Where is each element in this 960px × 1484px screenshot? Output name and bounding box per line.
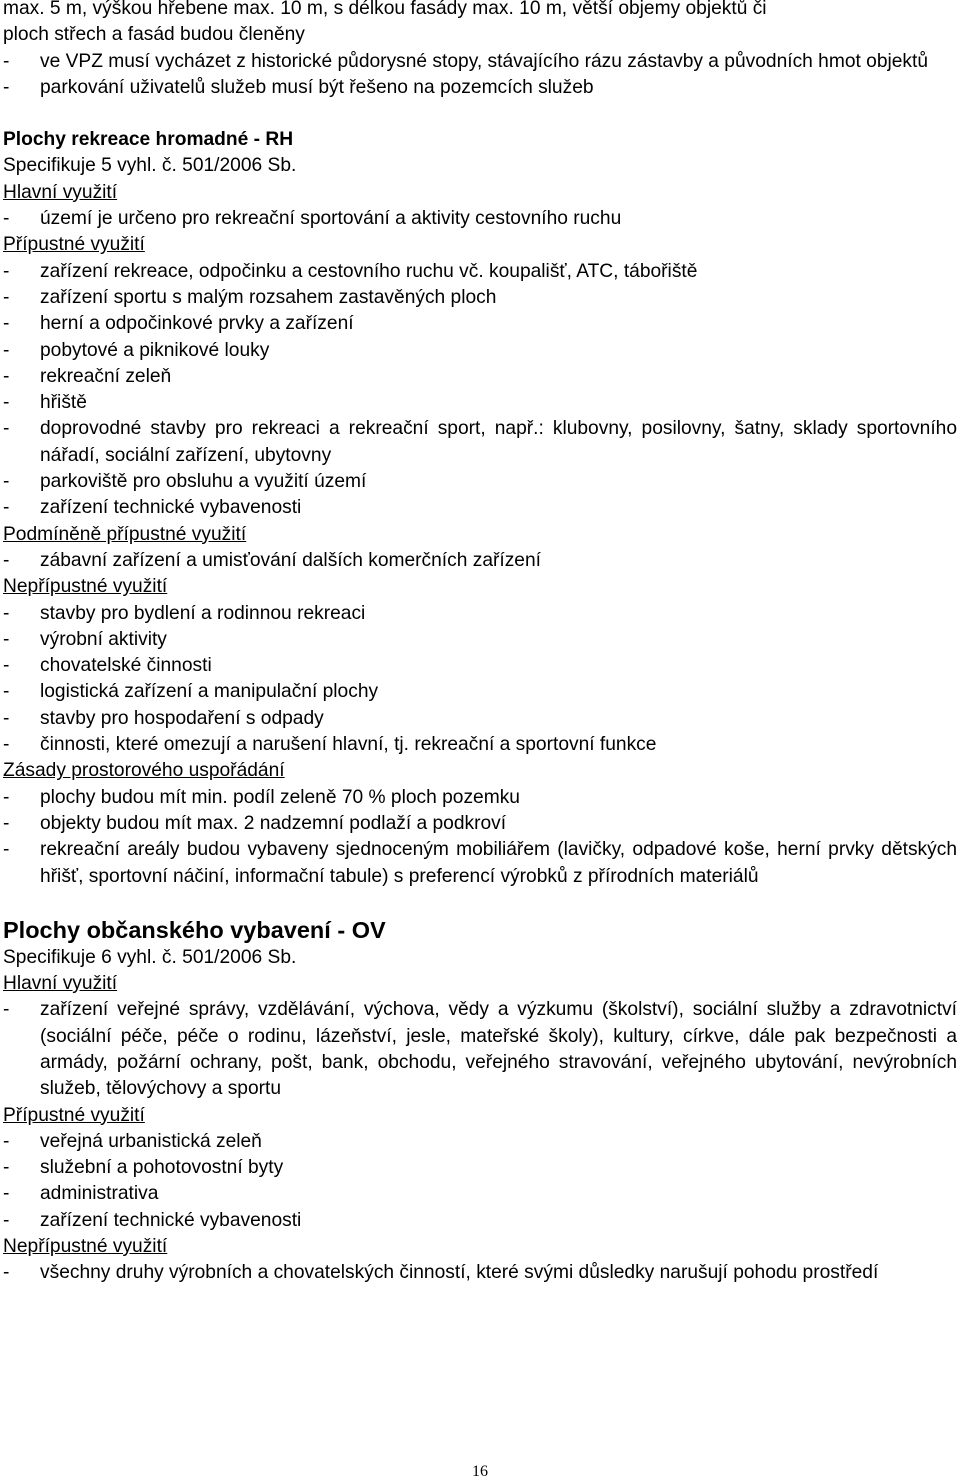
list-bullet: - [3,839,10,861]
list-item-text: zařízení technické vybavenosti [40,1209,302,1231]
list-item: - ve VPZ musí vycházet z historické půdorysné stopy, stávajícího rázu zástavby a původních hmot objektů [3,50,929,72]
forbidden-use-heading: Nepřípustné využití [3,1236,168,1258]
list-bullet: - [3,1209,10,1231]
list-item-text: hřiště [40,392,87,414]
list-bullet: - [3,681,10,703]
list-bullet: - [3,208,10,230]
list-bullet: - [3,655,10,677]
list-item [3,364,957,390]
conditional-use-heading: Podmíněně přípustné využití [3,523,247,545]
list-bullet: - [3,1183,10,1205]
list-item [3,785,957,811]
list-item [3,1129,957,1155]
list-bullet: - [3,392,10,414]
list-item-text: služební a pohotovostní byty [40,1157,284,1179]
list-bullet: - [3,497,10,519]
list-item [3,997,957,1102]
list-item [3,390,957,416]
allowed-use-heading: Přípustné využití [3,1104,145,1126]
list-item [3,469,957,495]
list-item [3,1181,957,1207]
list-bullet: - [3,1157,10,1179]
section-title-ov: Plochy občanského vybavení - OV [3,916,386,943]
list-item-text: výrobní aktivity [40,628,167,650]
text-line: max. 5 m, výškou hřebene max. 10 m, s délkou fasády max. 10 m, větší objemy objektů či [3,0,767,19]
list-item-text: stavby pro hospodaření s odpady [40,707,324,729]
list-item [3,601,957,627]
text-line: ploch střech a fasád budou členěny [3,24,305,46]
list-item-text: doprovodné stavby pro rekreaci a rekreační sport, např.: klubovny, posilovny, šatny, sklady sportovního nářadí, sociální zařízení, ubytovny [40,418,957,466]
list-item [3,548,957,574]
spatial-principles-heading: Zásady prostorového uspořádání [3,760,285,782]
list-bullet: - [3,1262,10,1284]
list-item-text: pobytové a piknikové louky [40,339,270,361]
list-item-text: zařízení technické vybavenosti [40,497,302,519]
list-bullet: - [3,549,10,571]
allowed-use-heading: Přípustné využití [3,234,145,256]
list-item-text: zábavní zařízení a umisťování dalších komerčních zařízení [40,549,541,571]
list-item [3,811,957,837]
list-item [3,285,957,311]
list-bullet: - [3,628,10,650]
list-item-text: zařízení rekreace, odpočinku a cestovního ruchu vč. koupališť, ATC, tábořiště [40,260,698,282]
list-item [3,206,957,232]
list-item-text: zařízení veřejné správy, vzdělávání, výchova, vědy a výzkumu (školství), sociální služby a zdravotnictví (sociální péče, péče o rodinu, lázeňství, jesle, mateřské školy), kultury, církve, dále pak bezpečnosti a armády, požární ochrany, pošt, bank, obchodu, veřejného stravování, veřejného ubytování, nevýrobních služeb, tělovýchovy a sportu [40,999,957,1100]
list-bullet: - [3,313,10,335]
list-bullet: - [3,602,10,624]
list-item-text: herní a odpočinkové prvky a zařízení [40,313,354,335]
list-bullet: - [3,707,10,729]
list-item [3,259,957,285]
list-item-text: zařízení sportu s malým rozsahem zastavěných ploch [40,286,497,308]
section-spec: Specifikuje 6 vyhl. č. 501/2006 Sb. [3,946,297,968]
list-bullet: - [3,471,10,493]
list-item [3,495,957,521]
list-item-text: logistická zařízení a manipulační plochy [40,681,379,703]
list-item: - parkování uživatelů služeb musí být řešeno na pozemcích služeb [3,76,594,98]
list-item [3,1155,957,1181]
list-bullet: - [3,812,10,834]
main-use-heading: Hlavní využití [3,973,118,995]
main-use-heading: Hlavní využití [3,181,118,203]
list-item-text: rekreační areály budou vybaveny sjednoceným mobiliářem (lavičky, odpadové koše, herní prvky dětských hřišť, sportovní náčiní, informační tabule) s preferencí výrobků z přírodních materiálů [40,839,957,887]
list-item-text: parkoviště pro obsluhu a využití území [40,471,367,493]
list-item-text: činnosti, které omezují a narušení hlavní, tj. rekreační a sportovní funkce [40,734,657,756]
list-item-text: všechny druhy výrobních a chovatelských činností, které svými důsledky narušují pohodu prostředí [40,1262,879,1284]
list-item-text: chovatelské činnosti [40,655,212,677]
list-item [3,416,957,469]
list-bullet: - [3,418,10,440]
list-bullet: - [3,286,10,308]
list-item [3,627,957,653]
list-item-text: území je určeno pro rekreační sportování a aktivity cestovního ruchu [40,208,622,230]
list-item [3,338,957,364]
list-item [3,1260,957,1286]
page-content [3,0,957,1287]
page-number: 16 [472,1463,488,1480]
list-item [3,679,957,705]
list-item [3,653,957,679]
list-item [3,706,957,732]
forbidden-use-heading: Nepřípustné využití [3,576,168,598]
list-bullet: - [3,734,10,756]
list-item [3,837,957,890]
list-item-text: plochy budou mít min. podíl zeleně 70 % ploch pozemku [40,786,520,808]
list-item [3,732,957,758]
list-bullet: - [3,339,10,361]
spacer [3,101,957,127]
list-item-text: veřejná urbanistická zeleň [40,1130,262,1152]
list-item-text: objekty budou mít max. 2 nadzemní podlaží a podkroví [40,812,507,834]
list-item-text: rekreační zeleň [40,365,172,387]
section-title-rh: Plochy rekreace hromadné - RH [3,129,294,151]
list-bullet: - [3,999,10,1021]
list-item [3,311,957,337]
section-spec: Specifikuje 5 vyhl. č. 501/2006 Sb. [3,155,297,177]
list-bullet: - [3,1130,10,1152]
list-bullet: - [3,365,10,387]
list-bullet: - [3,260,10,282]
list-item-text: stavby pro bydlení a rodinnou rekreaci [40,602,366,624]
list-bullet: - [3,786,10,808]
list-item-text: administrativa [40,1183,159,1205]
list-item [3,1208,957,1234]
